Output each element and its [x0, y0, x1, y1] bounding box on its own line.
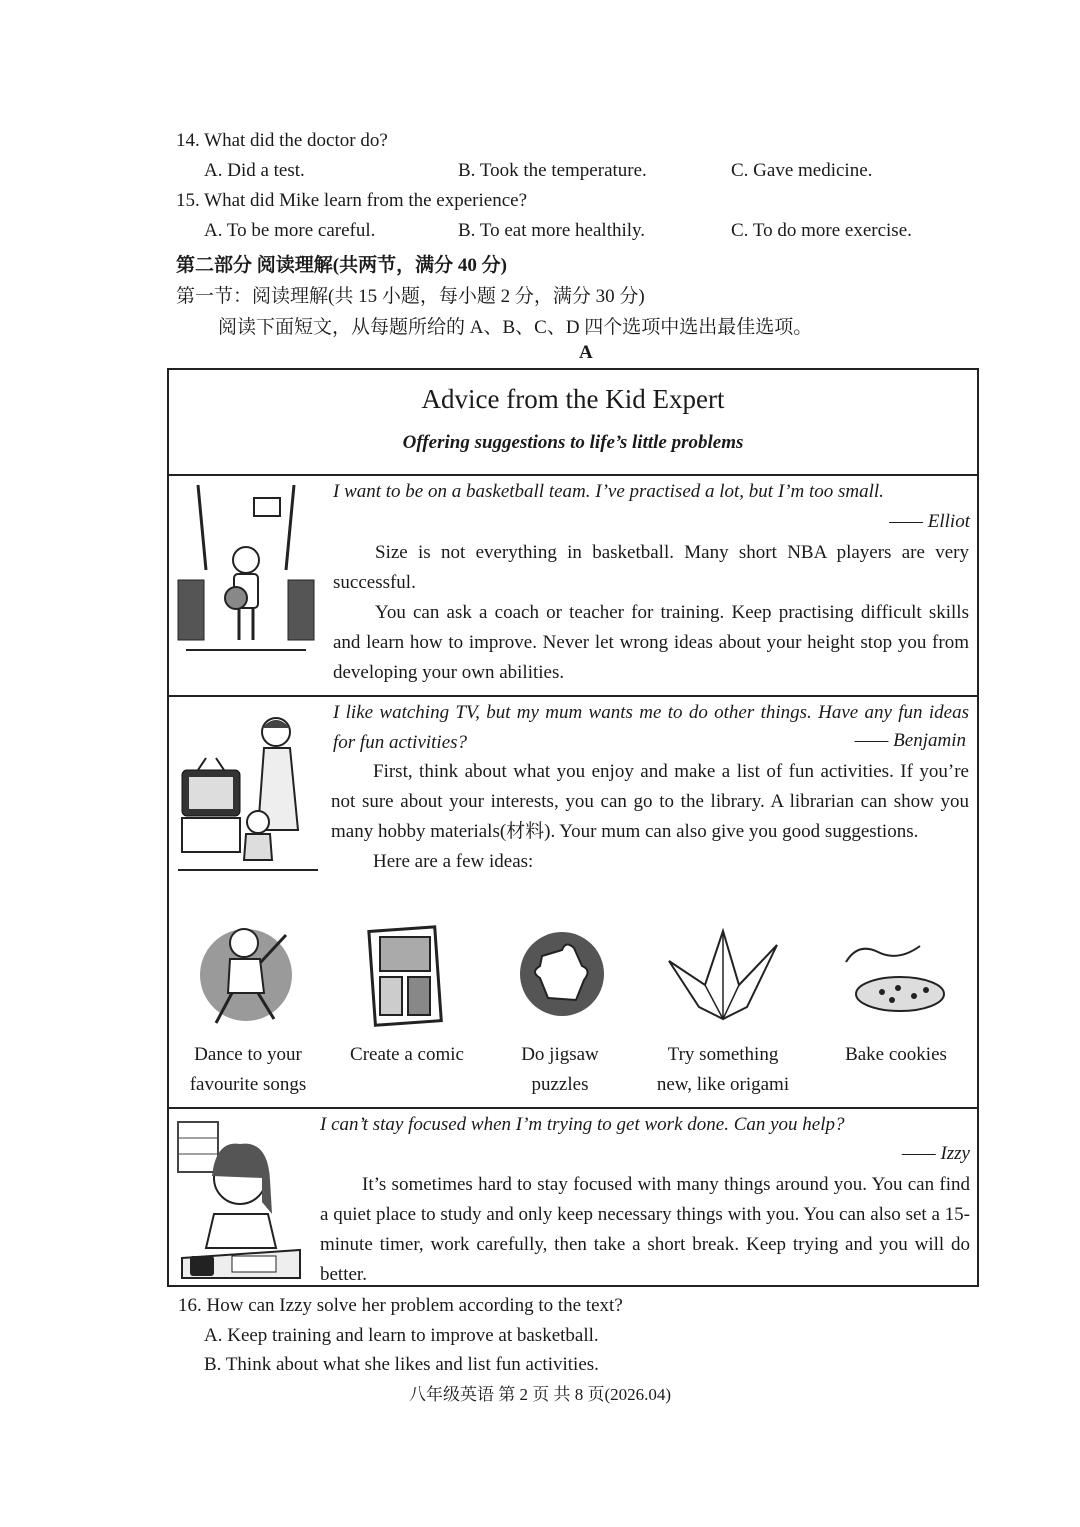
idea-label-jigsaw: [480, 1040, 640, 1100]
answer-paragraph: It’s sometimes hard to stay focused with many things around you. You can find a quiet place to study and only keep necessary things with you. You can also set a 15-minute timer, work carefully, then take a short break. Keep trying and you will do better.: [320, 1174, 970, 1285]
idea-label-line: new, like origami: [656, 1074, 790, 1095]
question-15-option-b: B. To eat more healthily.: [458, 220, 646, 241]
answer-paragraph: You can ask a coach or teacher for training. Keep practising difficult skills and learn how to improve. Never let wrong ideas about your height stop you from developing your own abilities.: [333, 602, 969, 683]
article-subtitle: Offering suggestions to life’s little problems: [402, 432, 744, 453]
answer-text: [333, 538, 969, 688]
article-title: Advice from the Kid Expert: [421, 384, 725, 414]
question-14-stem: 14. What did the doctor do?: [176, 130, 388, 151]
question-16-stem: 16. How can Izzy solve her problem according to the text?: [178, 1295, 623, 1316]
question-14-option-c: C. Gave medicine.: [731, 160, 873, 181]
letter-question: I want to be on a basketball team. I’ve practised a lot, but I’m too small.: [333, 481, 884, 502]
idea-label-line: favourite songs: [189, 1074, 307, 1095]
divider: [167, 695, 979, 697]
question-15-option-a: A. To be more careful.: [204, 220, 376, 241]
idea-label-line: Try something: [667, 1044, 779, 1065]
cookies-icon: [838, 938, 950, 1018]
answer-paragraph: First, think about what you enjoy and make a list of fun activities. If you’re not sure about your interests, you can go to the library. A librarian can show you many hobby materials(材料). Your mum can also give you good suggestions.: [331, 761, 969, 842]
question-16-option-a: A. Keep training and learn to improve at basketball.: [204, 1325, 599, 1346]
question-15-option-c: C. To do more exercise.: [731, 220, 912, 241]
idea-label-line: puzzles: [531, 1074, 589, 1095]
dancing-child-icon: [194, 915, 304, 1030]
idea-label-line: Dance to your: [194, 1044, 302, 1065]
idea-label-cookies: [816, 1040, 976, 1070]
part2-heading: 第二部分 阅读理解(共两节，满分 40 分): [176, 255, 507, 276]
comic-page-icon: [366, 925, 446, 1030]
idea-label-comic: [327, 1040, 487, 1070]
answer-paragraph: Here are a few ideas:: [373, 851, 534, 872]
letter-signature: —— Elliot: [889, 511, 970, 532]
origami-crane-icon: [665, 925, 780, 1025]
letter-question-text: I like watching TV, but my mum wants me to do other things. Have any fun ideas for fun activities?: [333, 702, 969, 753]
idea-label-line: Create a comic: [350, 1044, 464, 1065]
question-16-option-b: B. Think about what she likes and list fun activities.: [204, 1354, 599, 1375]
section1-heading: 第一节：阅读理解(共 15 小题，每小题 2 分，满分 30 分): [176, 286, 645, 307]
page-footer: 八年级英语 第 2 页 共 8 页(2026.04): [408, 1385, 672, 1404]
answer-text: [320, 1170, 970, 1290]
girl-studying-at-desk-picture: [176, 1118, 304, 1283]
divider: [167, 474, 979, 476]
letter-signature: —— Benjamin: [854, 730, 966, 751]
question-15-stem: 15. What did Mike learn from the experience?: [176, 190, 528, 211]
question-14-option-a: A. Did a test.: [204, 160, 305, 181]
answer-paragraph: Size is not everything in basketball. Many short NBA players are very successful.: [333, 542, 969, 593]
idea-label-dance: [168, 1040, 328, 1100]
idea-label-origami: [638, 1040, 808, 1100]
letter-signature: —— Izzy: [901, 1143, 970, 1164]
question-14-option-b: B. Took the temperature.: [458, 160, 647, 181]
jigsaw-puzzle-icon: [518, 926, 608, 1026]
mum-and-child-watching-tv-picture: [178, 710, 318, 880]
passage-letter: A: [579, 342, 593, 363]
idea-label-line: Bake cookies: [845, 1044, 947, 1065]
divider: [167, 1107, 979, 1109]
letter-question: I can’t stay focused when I’m trying to get work done. Can you help?: [320, 1114, 845, 1135]
reading-instruction: 阅读下面短文，从每题所给的 A、B、C、D 四个选项中选出最佳选项。: [218, 317, 813, 338]
answer-text: [331, 757, 969, 877]
idea-label-line: Do jigsaw: [521, 1044, 599, 1065]
boy-with-basketball-picture: [176, 480, 316, 660]
